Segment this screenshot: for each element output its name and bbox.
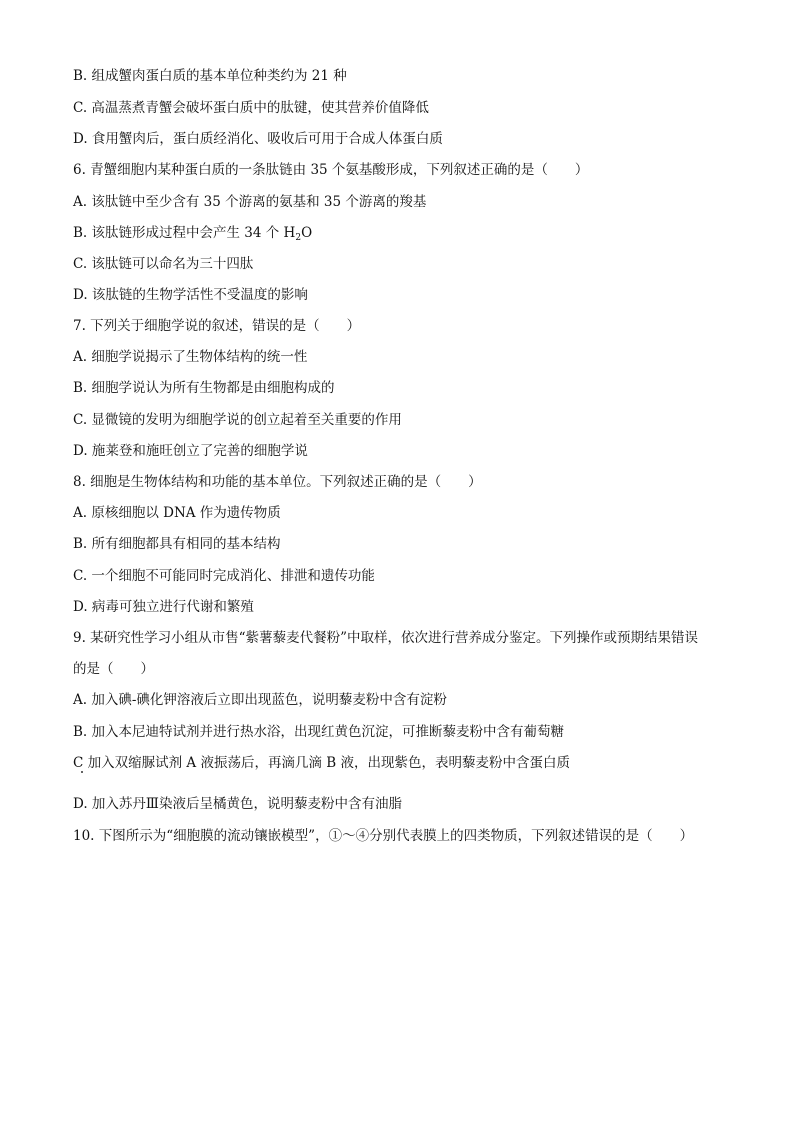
q6-option-c: C. 该肽链可以命名为三十四肽 xyxy=(73,256,254,272)
q9-option-b: B. 加入本尼迪特试剂并进行热水浴，出现红黄色沉淀，可推断藜麦粉中含有葡萄糖 xyxy=(73,724,565,740)
q9-stem-line2: 的是（ ） xyxy=(73,661,154,677)
q7-stem: 7. 下列关于细胞学说的叙述，错误的是（ ） xyxy=(73,318,361,334)
q8-option-b: B. 所有细胞都具有相同的基本结构 xyxy=(73,536,281,552)
q5-option-c: C. 高温蒸煮青蟹会破坏蛋白质中的肽键，使其营养价值降低 xyxy=(73,100,429,116)
q9-stem-line1: 9. 某研究性学习小组从市售“紫薯藜麦代餐粉”中取样，依次进行营养成分鉴定。下列操作或预期结果错误 xyxy=(73,630,698,646)
q8-option-a: A. 原核细胞以 DNA 作为遗传物质 xyxy=(73,505,281,521)
q7-option-a: A. 细胞学说揭示了生物体结构的统一性 xyxy=(73,349,308,365)
q9-option-a: A. 加入碘-碘化钾溶液后立即出现蓝色，说明藜麦粉中含有淀粉 xyxy=(73,692,447,708)
q8-stem: 8. 细胞是生物体结构和功能的基本单位。下列叙述正确的是（ ） xyxy=(73,474,482,490)
q10-stem: 10. 下图所示为“细胞膜的流动镶嵌模型”，①～④分别代表膜上的四类物质，下列叙述错误的是（ ） xyxy=(73,828,694,844)
q6-option-b xyxy=(73,223,312,243)
q7-option-d: D. 施莱登和施旺创立了完善的细胞学说 xyxy=(73,443,308,459)
q8-option-c: C. 一个细胞不可能同时完成消化、排泄和遗传功能 xyxy=(73,568,375,584)
q6-option-b-text: B. 该肽链形成过程中会产生 34 个 H xyxy=(73,225,296,241)
q5-option-b: B. 组成蟹肉蛋白质的基本单位种类约为 21 种 xyxy=(73,68,347,84)
q7-option-c: C. 显微镜的发明为细胞学说的创立起着至关重要的作用 xyxy=(73,412,402,428)
q9-option-d: D. 加入苏丹Ⅲ染液后呈橘黄色，说明藜麦粉中含有油脂 xyxy=(73,796,402,812)
q8-option-d: D. 病毒可独立进行代谢和繁殖 xyxy=(73,599,254,615)
q6-option-b-suffix: O xyxy=(301,225,313,241)
q9-option-c: C 加入双缩脲试剂 A 液振荡后，再滴几滴 B 液，出现紫色，表明藜麦粉中含蛋白质 xyxy=(73,755,570,771)
stray-dot-mark xyxy=(81,771,83,773)
q6-stem: 6. 青蟹细胞内某种蛋白质的一条肽链由 35 个氨基酸形成，下列叙述正确的是（ ） xyxy=(73,162,589,178)
q6-option-b-subscript: 2 xyxy=(295,233,302,243)
q5-option-d: D. 食用蟹肉后，蛋白质经消化、吸收后可用于合成人体蛋白质 xyxy=(73,131,443,147)
q6-option-d: D. 该肽链的生物学活性不受温度的影响 xyxy=(73,287,308,303)
q7-option-b: B. 细胞学说认为所有生物都是由细胞构成的 xyxy=(73,380,335,396)
q6-option-a: A. 该肽链中至少含有 35 个游离的氨基和 35 个游离的羧基 xyxy=(73,194,427,210)
